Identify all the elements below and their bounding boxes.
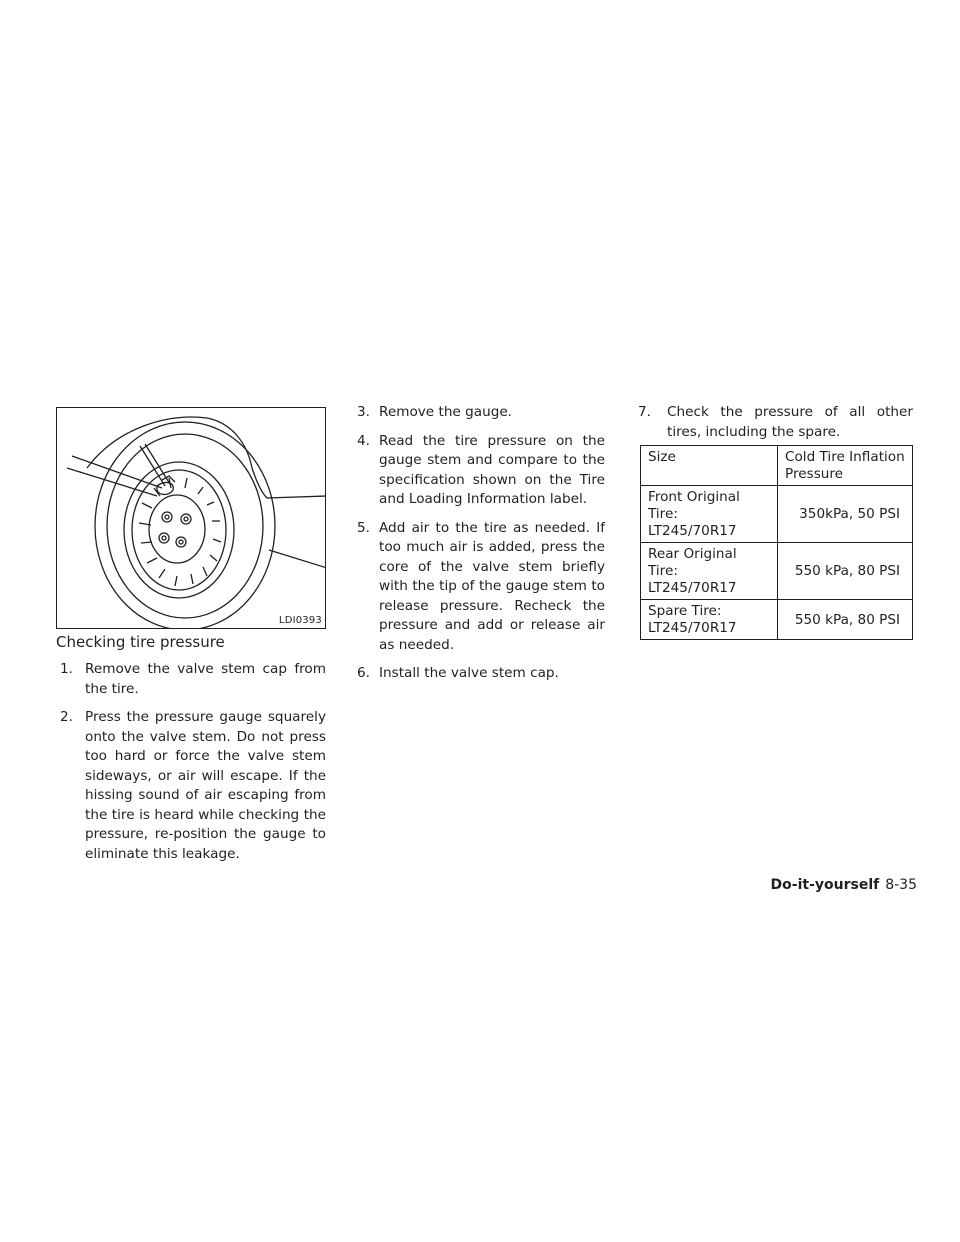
step-text: Remove the valve stem cap from the tire. bbox=[85, 661, 326, 697]
tire-illustration bbox=[56, 407, 326, 629]
step-4 bbox=[357, 432, 605, 510]
tire-pressure-gauge-illustration-icon bbox=[57, 408, 326, 629]
step-text: Read the tire pressure on the gauge stem and compare to the specification shown on the Tire and Loading Information label. bbox=[379, 432, 605, 507]
step-number: 7. bbox=[638, 404, 651, 420]
step-text: Install the valve stem cap. bbox=[379, 665, 559, 681]
tire-pressure-table bbox=[640, 445, 913, 640]
step-text: Press the pressure gauge squarely onto the valve stem. Do not press too hard or force the valve stem sideways, or air will escape. If the hissing sound of air escaping from the tire is heard while checking the pressure, re-position the gauge to eliminate this leakage. bbox=[85, 709, 326, 862]
step-number: 5. bbox=[357, 519, 370, 536]
table-header-row bbox=[641, 446, 913, 486]
step-text: Check the pressure of all other tires, including the spare. bbox=[667, 404, 913, 440]
table-row bbox=[641, 486, 913, 543]
column-3 bbox=[636, 403, 913, 451]
figure-code: LDI0393 bbox=[278, 615, 322, 626]
step-number: 2. bbox=[60, 709, 73, 725]
size-cell: Spare Tire: LT245/70R17 bbox=[641, 600, 778, 640]
page-footer bbox=[771, 877, 917, 893]
step-number: 6. bbox=[357, 665, 370, 681]
pressure-cell: 350kPa, 50 PSI bbox=[778, 486, 913, 543]
table-row bbox=[641, 543, 913, 600]
step-number: 1. bbox=[60, 661, 73, 677]
table-row bbox=[641, 600, 913, 640]
step-5 bbox=[357, 519, 605, 656]
pressure-cell: 550 kPa, 80 PSI bbox=[778, 543, 913, 600]
column-header-pressure: Cold Tire Inflation Pressure bbox=[778, 446, 913, 486]
step-text: Remove the gauge. bbox=[379, 404, 513, 420]
step-number: 3. bbox=[357, 404, 370, 420]
column-2 bbox=[357, 403, 605, 693]
page-number: 8-35 bbox=[885, 877, 917, 893]
size-cell: Rear Original Tire: LT245/70R17 bbox=[641, 543, 778, 600]
pressure-cell: 550 kPa, 80 PSI bbox=[778, 600, 913, 640]
step-3 bbox=[357, 403, 605, 423]
step-6 bbox=[357, 664, 605, 684]
column-header-size: Size bbox=[641, 446, 778, 486]
step-text: Add air to the tire as needed. If too much air is added, press the core of the valve stem briefly with the tip of the gauge stem to release pressure. Recheck the pressure and add or release air as needed. bbox=[379, 519, 605, 653]
section-heading: Checking tire pressure bbox=[56, 633, 225, 651]
size-cell: Front Original Tire: LT245/70R17 bbox=[641, 486, 778, 543]
step-number: 4. bbox=[357, 432, 370, 449]
column-1 bbox=[56, 660, 326, 873]
step-1 bbox=[56, 660, 326, 699]
step-7 bbox=[636, 403, 913, 442]
footer-section-title: Do-it-yourself bbox=[770, 877, 880, 893]
step-2 bbox=[56, 708, 326, 864]
